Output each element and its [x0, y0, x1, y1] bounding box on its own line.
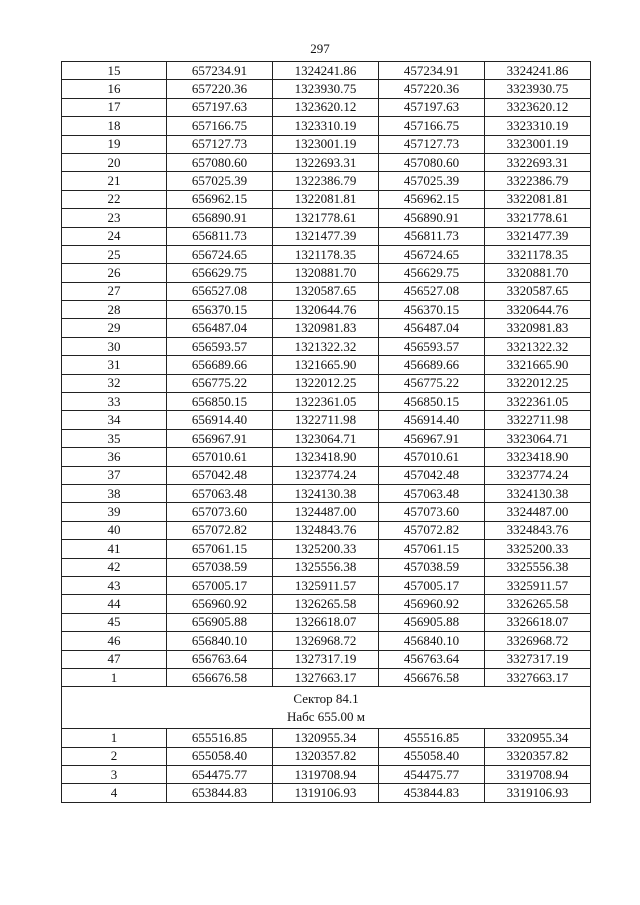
coord-x-msk-cell: 457197.63	[379, 98, 485, 116]
coord-y-msk-cell: 3323620.12	[485, 98, 591, 116]
coord-x-cell: 657080.60	[167, 153, 273, 171]
coord-y-cell: 1321477.39	[273, 227, 379, 245]
table-row	[62, 98, 591, 116]
point-number-cell: 24	[62, 227, 167, 245]
point-number-cell: 19	[62, 135, 167, 153]
coord-x-msk-cell: 456840.10	[379, 632, 485, 650]
table-row	[62, 117, 591, 135]
coord-x-msk-cell: 456890.91	[379, 209, 485, 227]
coord-x-msk-cell: 456676.58	[379, 668, 485, 686]
coord-y-msk-cell: 3320955.34	[485, 729, 591, 747]
coordinates-table-body-top	[62, 62, 591, 687]
coord-y-msk-cell: 3322361.05	[485, 393, 591, 411]
coord-x-msk-cell: 456850.15	[379, 393, 485, 411]
coord-x-msk-cell: 455058.40	[379, 747, 485, 765]
coord-y-cell: 1319708.94	[273, 766, 379, 784]
table-row	[62, 227, 591, 245]
point-number-cell: 15	[62, 62, 167, 80]
coord-y-cell: 1326968.72	[273, 632, 379, 650]
point-number-cell: 4	[62, 784, 167, 802]
coord-y-msk-cell: 3324241.86	[485, 62, 591, 80]
coord-x-cell: 657025.39	[167, 172, 273, 190]
coord-y-msk-cell: 3320881.70	[485, 264, 591, 282]
coord-y-cell: 1322081.81	[273, 190, 379, 208]
coord-x-msk-cell: 457080.60	[379, 153, 485, 171]
coord-x-msk-cell: 456914.40	[379, 411, 485, 429]
coord-x-cell: 657005.17	[167, 576, 273, 594]
coord-x-msk-cell: 456905.88	[379, 613, 485, 631]
coord-y-msk-cell: 3325200.33	[485, 540, 591, 558]
coord-x-msk-cell: 456811.73	[379, 227, 485, 245]
coord-y-msk-cell: 3322081.81	[485, 190, 591, 208]
coord-x-msk-cell: 457042.48	[379, 466, 485, 484]
table-row	[62, 613, 591, 631]
point-number-cell: 20	[62, 153, 167, 171]
sector-header-cell	[62, 687, 591, 729]
coord-y-cell: 1321778.61	[273, 209, 379, 227]
coord-y-msk-cell: 3326265.58	[485, 595, 591, 613]
page-number: 297	[310, 41, 330, 56]
table-row	[62, 558, 591, 576]
coord-x-msk-cell: 456527.08	[379, 282, 485, 300]
coord-y-cell: 1323310.19	[273, 117, 379, 135]
coord-y-msk-cell: 3321322.32	[485, 337, 591, 355]
table-row	[62, 632, 591, 650]
point-number-cell: 41	[62, 540, 167, 558]
coord-x-msk-cell: 457025.39	[379, 172, 485, 190]
coord-y-msk-cell: 3319106.93	[485, 784, 591, 802]
coord-y-cell: 1320955.34	[273, 729, 379, 747]
point-number-cell: 36	[62, 448, 167, 466]
coord-y-msk-cell: 3323774.24	[485, 466, 591, 484]
point-number-cell: 34	[62, 411, 167, 429]
coord-x-msk-cell: 457127.73	[379, 135, 485, 153]
point-number-cell: 23	[62, 209, 167, 227]
table-row	[62, 747, 591, 765]
table-row	[62, 503, 591, 521]
point-number-cell: 21	[62, 172, 167, 190]
coord-y-cell: 1323774.24	[273, 466, 379, 484]
table-row	[62, 374, 591, 392]
table-row	[62, 301, 591, 319]
point-number-cell: 2	[62, 747, 167, 765]
coord-x-cell: 654475.77	[167, 766, 273, 784]
table-row	[62, 264, 591, 282]
coord-y-cell: 1323418.90	[273, 448, 379, 466]
coord-x-cell: 656775.22	[167, 374, 273, 392]
coord-y-msk-cell: 3320644.76	[485, 301, 591, 319]
coord-y-msk-cell: 3320981.83	[485, 319, 591, 337]
coord-x-cell: 653844.83	[167, 784, 273, 802]
coord-y-cell: 1320587.65	[273, 282, 379, 300]
coord-x-cell: 656487.04	[167, 319, 273, 337]
coord-y-msk-cell: 3320587.65	[485, 282, 591, 300]
coord-y-msk-cell: 3321665.90	[485, 356, 591, 374]
coord-y-msk-cell: 3327663.17	[485, 668, 591, 686]
point-number-cell: 42	[62, 558, 167, 576]
coord-y-msk-cell: 3323930.75	[485, 80, 591, 98]
coord-x-cell: 657072.82	[167, 521, 273, 539]
table-row	[62, 80, 591, 98]
point-number-cell: 38	[62, 484, 167, 502]
coord-y-cell: 1325556.38	[273, 558, 379, 576]
coord-x-cell: 657166.75	[167, 117, 273, 135]
coord-y-msk-cell: 3324487.00	[485, 503, 591, 521]
coord-x-cell: 657127.73	[167, 135, 273, 153]
coord-y-msk-cell: 3324843.76	[485, 521, 591, 539]
coordinates-table	[61, 61, 591, 803]
coord-x-cell: 657042.48	[167, 466, 273, 484]
coord-y-msk-cell: 3320357.82	[485, 747, 591, 765]
coord-x-cell: 657220.36	[167, 80, 273, 98]
coord-y-cell: 1321322.32	[273, 337, 379, 355]
coord-y-msk-cell: 3322711.98	[485, 411, 591, 429]
coord-y-cell: 1324241.86	[273, 62, 379, 80]
coord-y-cell: 1319106.93	[273, 784, 379, 802]
point-number-cell: 33	[62, 393, 167, 411]
coord-y-msk-cell: 3324130.38	[485, 484, 591, 502]
sector-header	[62, 687, 591, 729]
coord-y-cell: 1321665.90	[273, 356, 379, 374]
coord-y-cell: 1320981.83	[273, 319, 379, 337]
table-row	[62, 337, 591, 355]
coord-x-msk-cell: 456629.75	[379, 264, 485, 282]
point-number-cell: 16	[62, 80, 167, 98]
coord-x-msk-cell: 454475.77	[379, 766, 485, 784]
coord-x-cell: 655516.85	[167, 729, 273, 747]
coord-y-cell: 1326618.07	[273, 613, 379, 631]
coord-y-cell: 1322711.98	[273, 411, 379, 429]
coord-x-cell: 656967.91	[167, 429, 273, 447]
coord-x-msk-cell: 456775.22	[379, 374, 485, 392]
coord-y-cell: 1325911.57	[273, 576, 379, 594]
coord-y-msk-cell: 3325556.38	[485, 558, 591, 576]
coord-x-cell: 656629.75	[167, 264, 273, 282]
coord-x-cell: 656914.40	[167, 411, 273, 429]
coord-x-msk-cell: 457220.36	[379, 80, 485, 98]
coord-x-cell: 656370.15	[167, 301, 273, 319]
coord-y-cell: 1320881.70	[273, 264, 379, 282]
table-row	[62, 466, 591, 484]
coord-x-msk-cell: 456724.65	[379, 245, 485, 263]
coord-y-cell: 1323930.75	[273, 80, 379, 98]
coord-y-cell: 1324487.00	[273, 503, 379, 521]
coord-x-cell: 656593.57	[167, 337, 273, 355]
point-number-cell: 45	[62, 613, 167, 631]
point-number-cell: 47	[62, 650, 167, 668]
coord-x-msk-cell: 453844.83	[379, 784, 485, 802]
coord-y-cell: 1327663.17	[273, 668, 379, 686]
point-number-cell: 25	[62, 245, 167, 263]
coord-y-cell: 1327317.19	[273, 650, 379, 668]
table-row	[62, 135, 591, 153]
table-row	[62, 784, 591, 802]
coord-x-cell: 656850.15	[167, 393, 273, 411]
table-row	[62, 650, 591, 668]
coord-x-cell: 657234.91	[167, 62, 273, 80]
coord-x-msk-cell: 457038.59	[379, 558, 485, 576]
table-row	[62, 448, 591, 466]
coord-x-cell: 656840.10	[167, 632, 273, 650]
sector-subtitle: Набс 655.00 м	[286, 708, 366, 724]
coord-y-msk-cell: 3321178.35	[485, 245, 591, 263]
coord-x-cell: 656689.66	[167, 356, 273, 374]
coord-y-msk-cell: 3319708.94	[485, 766, 591, 784]
point-number-cell: 26	[62, 264, 167, 282]
point-number-cell: 31	[62, 356, 167, 374]
table-row	[62, 429, 591, 447]
table-row	[62, 576, 591, 594]
coord-y-cell: 1322361.05	[273, 393, 379, 411]
coord-y-msk-cell: 3326618.07	[485, 613, 591, 631]
coord-x-cell: 657010.61	[167, 448, 273, 466]
point-number-cell: 27	[62, 282, 167, 300]
coord-y-msk-cell: 3322693.31	[485, 153, 591, 171]
table-row	[62, 484, 591, 502]
coord-x-msk-cell: 456593.57	[379, 337, 485, 355]
table-row	[62, 595, 591, 613]
table-row	[62, 209, 591, 227]
table-row	[62, 521, 591, 539]
coord-x-msk-cell: 455516.85	[379, 729, 485, 747]
table-row	[62, 729, 591, 747]
coord-y-cell: 1323064.71	[273, 429, 379, 447]
coord-x-cell: 656763.64	[167, 650, 273, 668]
coord-y-cell: 1322693.31	[273, 153, 379, 171]
coord-x-cell: 656676.58	[167, 668, 273, 686]
coord-y-cell: 1326265.58	[273, 595, 379, 613]
point-number-cell: 32	[62, 374, 167, 392]
table-row	[62, 62, 591, 80]
table-row	[62, 766, 591, 784]
coord-x-cell: 655058.40	[167, 747, 273, 765]
coord-y-msk-cell: 3325911.57	[485, 576, 591, 594]
coord-x-cell: 657038.59	[167, 558, 273, 576]
coord-y-cell: 1324130.38	[273, 484, 379, 502]
coord-y-msk-cell: 3323064.71	[485, 429, 591, 447]
coord-y-msk-cell: 3322386.79	[485, 172, 591, 190]
table-row	[62, 319, 591, 337]
table-row	[62, 668, 591, 686]
coord-x-msk-cell: 456967.91	[379, 429, 485, 447]
sector-header-row	[62, 687, 591, 729]
table-row	[62, 356, 591, 374]
point-number-cell: 1	[62, 729, 167, 747]
coord-y-msk-cell: 3322012.25	[485, 374, 591, 392]
point-number-cell: 46	[62, 632, 167, 650]
point-number-cell: 17	[62, 98, 167, 116]
coord-x-cell: 657073.60	[167, 503, 273, 521]
point-number-cell: 30	[62, 337, 167, 355]
coord-y-msk-cell: 3326968.72	[485, 632, 591, 650]
coord-y-cell: 1323620.12	[273, 98, 379, 116]
coord-x-msk-cell: 457166.75	[379, 117, 485, 135]
table-row	[62, 153, 591, 171]
point-number-cell: 1	[62, 668, 167, 686]
point-number-cell: 40	[62, 521, 167, 539]
coord-y-msk-cell: 3321477.39	[485, 227, 591, 245]
point-number-cell: 37	[62, 466, 167, 484]
coord-x-msk-cell: 457005.17	[379, 576, 485, 594]
coord-x-msk-cell: 456689.66	[379, 356, 485, 374]
point-number-cell: 29	[62, 319, 167, 337]
coord-x-cell: 657061.15	[167, 540, 273, 558]
coord-y-cell: 1320357.82	[273, 747, 379, 765]
coord-x-cell: 656960.92	[167, 595, 273, 613]
coord-y-msk-cell: 3321778.61	[485, 209, 591, 227]
coord-x-cell: 657063.48	[167, 484, 273, 502]
coord-y-msk-cell: 3323418.90	[485, 448, 591, 466]
coord-y-msk-cell: 3323001.19	[485, 135, 591, 153]
coord-x-cell: 656890.91	[167, 209, 273, 227]
point-number-cell: 43	[62, 576, 167, 594]
coord-x-msk-cell: 456962.15	[379, 190, 485, 208]
coord-x-msk-cell: 457234.91	[379, 62, 485, 80]
table-row	[62, 393, 591, 411]
coord-y-cell: 1322012.25	[273, 374, 379, 392]
coord-x-cell: 656962.15	[167, 190, 273, 208]
coord-x-cell: 656724.65	[167, 245, 273, 263]
point-number-cell: 28	[62, 301, 167, 319]
coord-x-cell: 656811.73	[167, 227, 273, 245]
coord-y-cell: 1325200.33	[273, 540, 379, 558]
coord-y-msk-cell: 3323310.19	[485, 117, 591, 135]
coord-y-cell: 1323001.19	[273, 135, 379, 153]
coord-y-cell: 1322386.79	[273, 172, 379, 190]
coord-y-cell: 1321178.35	[273, 245, 379, 263]
coord-x-msk-cell: 456763.64	[379, 650, 485, 668]
coord-x-msk-cell: 457061.15	[379, 540, 485, 558]
sector-title: Сектор 84.1	[293, 690, 359, 706]
point-number-cell: 39	[62, 503, 167, 521]
point-number-cell: 18	[62, 117, 167, 135]
table-row	[62, 540, 591, 558]
table-row	[62, 282, 591, 300]
coord-y-msk-cell: 3327317.19	[485, 650, 591, 668]
table-row	[62, 245, 591, 263]
point-number-cell: 35	[62, 429, 167, 447]
point-number-cell: 22	[62, 190, 167, 208]
coord-x-cell: 656905.88	[167, 613, 273, 631]
coord-x-cell: 657197.63	[167, 98, 273, 116]
coord-x-msk-cell: 456370.15	[379, 301, 485, 319]
point-number-cell: 44	[62, 595, 167, 613]
table-row	[62, 190, 591, 208]
coord-x-msk-cell: 456960.92	[379, 595, 485, 613]
table-row	[62, 172, 591, 190]
coord-x-cell: 656527.08	[167, 282, 273, 300]
coord-x-msk-cell: 457072.82	[379, 521, 485, 539]
coord-y-cell: 1324843.76	[273, 521, 379, 539]
coordinates-table-body-bottom	[62, 729, 591, 803]
coord-x-msk-cell: 456487.04	[379, 319, 485, 337]
table-row	[62, 411, 591, 429]
coord-y-cell: 1320644.76	[273, 301, 379, 319]
point-number-cell: 3	[62, 766, 167, 784]
coord-x-msk-cell: 457073.60	[379, 503, 485, 521]
coord-x-msk-cell: 457010.61	[379, 448, 485, 466]
coord-x-msk-cell: 457063.48	[379, 484, 485, 502]
